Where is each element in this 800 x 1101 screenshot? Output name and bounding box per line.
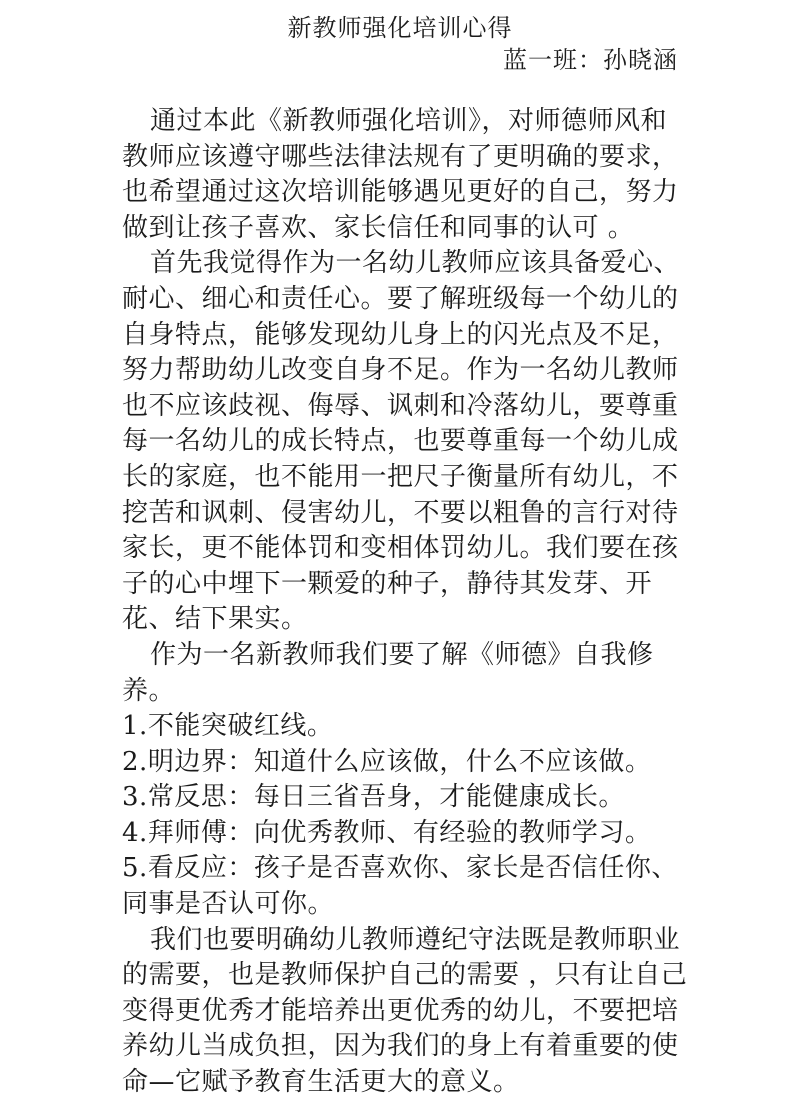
list-item-number: 4. — [122, 817, 148, 848]
list-item-number: 2. — [122, 746, 148, 777]
paragraph-intro: 通过本此《新教师强化培训》，对师德师风和教师应该遵守哪些法律法规有了更明确的要求，也希望通过这次培训能够遇见更好的自己，努力做到让孩子喜欢、家长信任和同事的认可 。 — [122, 106, 679, 243]
list-item-number: 5. — [122, 853, 148, 884]
author-byline: 蓝一班：孙晓涵 — [503, 46, 678, 74]
document-body — [122, 104, 692, 1101]
list-item — [122, 709, 692, 745]
list-item — [122, 851, 692, 922]
list-item-text: 拜师傅：向优秀教师、有经验的教师学习。 — [147, 817, 652, 848]
list-item-text: 明边界：知道什么应该做，什么不应该做。 — [147, 746, 652, 777]
list-item — [122, 780, 692, 816]
list-item-text: 常反思：每日三省吾身，才能健康成长。 — [147, 782, 625, 813]
paragraph-qualities: 首先我觉得作为一名幼儿教师应该具备爱心、耐心、细心和责任心。要了解班级每一个幼儿的自身特点，能够发现幼儿身上的闪光点及不足，努力帮助幼儿改变自身不足。作为一名幼儿教师也不应该歧视、侮辱、讽刺和冷落幼儿，要尊重每一名幼儿的成长特点，也要尊重每一个幼儿成长的家庭，也不能用一把尺子衡量所有幼儿，不挖苦和讽刺、侵害幼儿，不要以粗鲁的言行对待家长，更不能体罚和变相体罚幼儿。我们要在孩子的心中埋下一颗爱的种子，静待其发芽、开花、结下果实。 — [122, 248, 681, 635]
paragraph-ethics-intro: 作为一名新教师我们要了解《师德》自我修养。 — [122, 639, 654, 706]
list-item — [122, 745, 692, 781]
list-item-text: 不能突破红线。 — [147, 711, 334, 742]
list-item — [122, 816, 692, 852]
list-item-number: 1. — [122, 711, 148, 742]
list-item-text: 看反应：孩子是否喜欢你、家长是否信任你、同事是否认可你。 — [122, 853, 678, 920]
paragraph-closing: 我们也要明确幼儿教师遵纪守法既是教师职业的需要，也是教师保护自己的需要 ，只有让自己变得更优秀才能培养出更优秀的幼儿，不要把培养幼儿当成负担，因为我们的身上有着重要的使命—它赋予教育生活更大的意义。 — [122, 924, 688, 1098]
document-title: 新教师强化培训心得 — [287, 14, 513, 42]
list-item-number: 3. — [122, 782, 148, 813]
